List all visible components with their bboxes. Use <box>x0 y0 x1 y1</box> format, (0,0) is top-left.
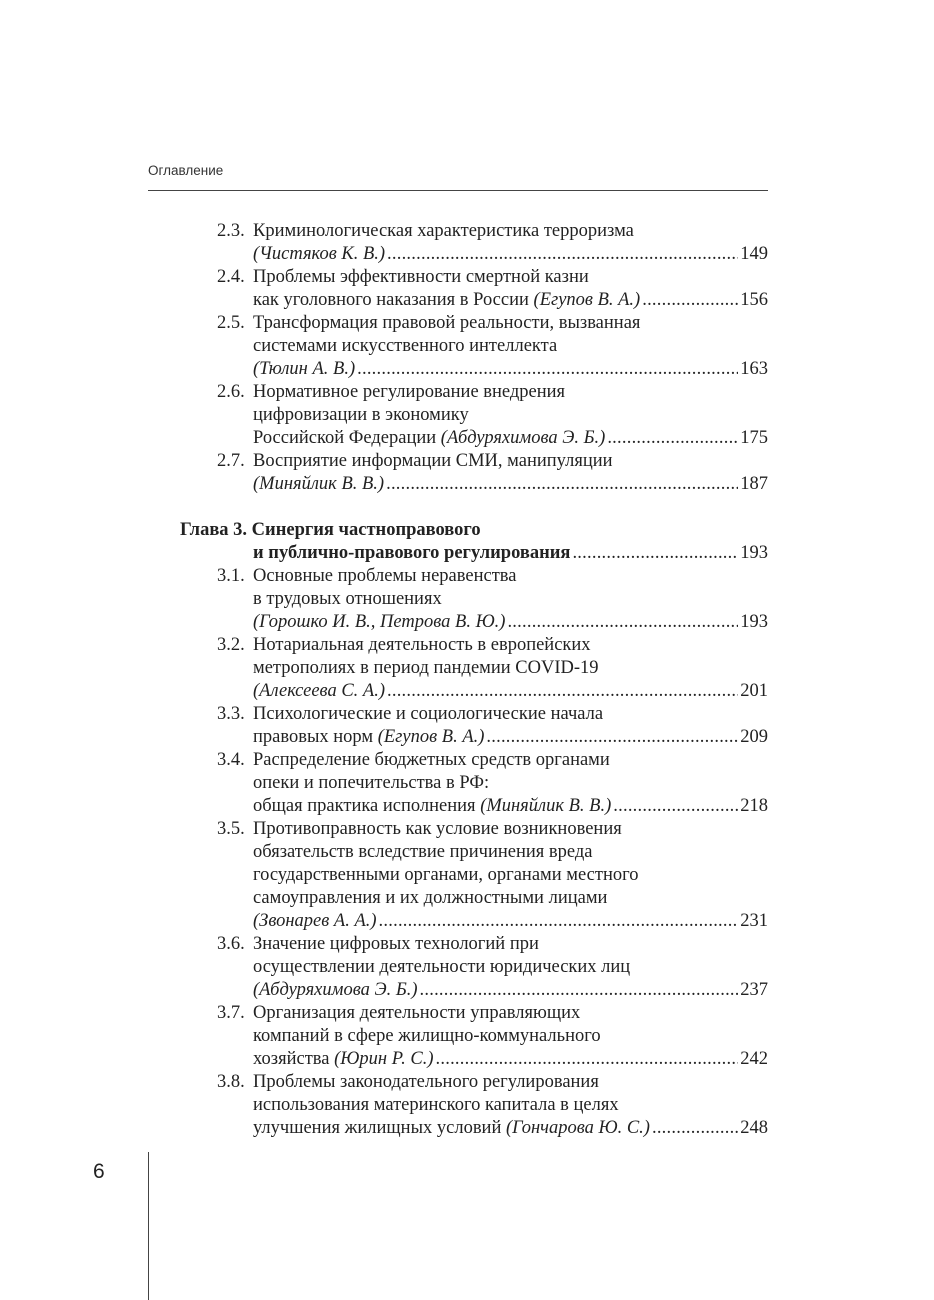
entry-title-line: Распределение бюджетных средств органами <box>253 750 610 770</box>
dot-leader <box>379 910 739 933</box>
entry-title-tail <box>253 1117 650 1140</box>
toc-entry[interactable] <box>148 1071 768 1094</box>
section-number: 2.7. <box>217 451 245 471</box>
toc-entry-last-line[interactable] <box>148 358 768 381</box>
table-of-contents <box>148 220 768 1140</box>
entry-title-line: Криминологическая характеристика терроризма <box>253 221 634 241</box>
entry-title-tail <box>253 289 640 312</box>
entry-title-line: компаний в сфере жилищно-коммунального <box>253 1026 601 1046</box>
page-ref: 218 <box>740 796 768 816</box>
author-name: (Абдуряхимова Э. Б.) <box>440 428 606 448</box>
toc-entry[interactable] <box>148 450 768 473</box>
dot-leader <box>507 611 738 634</box>
author-name: (Алексеева С. А.) <box>253 681 385 701</box>
entry-title-line: опеки и попечительства в РФ: <box>253 773 490 793</box>
entry-title-tail <box>253 358 355 381</box>
section-number: 2.5. <box>217 313 245 333</box>
dot-leader <box>572 542 738 565</box>
toc-entry-last-line[interactable] <box>148 427 768 450</box>
page-ref: 237 <box>740 980 768 1000</box>
page-ref: 231 <box>740 911 768 931</box>
toc-entry[interactable] <box>148 266 768 289</box>
toc-group-chapter-3 <box>148 565 768 1140</box>
spacer <box>148 496 768 519</box>
header-rule <box>148 190 768 191</box>
section-number: 3.1. <box>217 566 245 586</box>
toc-entry-last-line[interactable] <box>148 979 768 1002</box>
entry-title-line: Восприятие информации СМИ, манипуляции <box>253 451 613 471</box>
author-name: (Звонарев А. А.) <box>253 911 377 931</box>
toc-entry-last-line[interactable] <box>148 243 768 266</box>
toc-entry-continuation[interactable] <box>148 657 768 680</box>
chapter-title-line-2: и публично-правового регулирования <box>253 543 571 563</box>
author-name: (Тюлин А. В.) <box>253 359 356 379</box>
section-number: 3.6. <box>217 934 245 954</box>
author-name: (Чистяков К. В.) <box>253 244 386 264</box>
entry-title-line: самоуправления и их должностными лицами <box>253 888 608 908</box>
page-number: 6 <box>93 1160 105 1183</box>
section-number: 2.6. <box>217 382 245 402</box>
author-name: (Егупов В. А.) <box>377 727 485 747</box>
dot-leader <box>436 1048 739 1071</box>
toc-entry-last-line[interactable] <box>148 726 768 749</box>
entry-title-tail <box>253 680 385 703</box>
dot-leader <box>652 1117 738 1140</box>
toc-group-chapter-2 <box>148 220 768 496</box>
toc-entry[interactable] <box>148 634 768 657</box>
toc-entry-last-line[interactable] <box>148 680 768 703</box>
toc-entry[interactable] <box>148 1002 768 1025</box>
entry-title-line: Организация деятельности управляющих <box>253 1003 581 1023</box>
author-name: (Абдуряхимова Э. Б.) <box>253 980 418 1000</box>
toc-entry-continuation[interactable] <box>148 588 768 611</box>
toc-entry-last-line[interactable] <box>148 1117 768 1140</box>
author-name: (Миняйлик В. В.) <box>253 474 385 494</box>
entry-title-text: правовых норм <box>253 727 378 747</box>
toc-entry[interactable] <box>148 220 768 243</box>
dot-leader <box>613 795 738 818</box>
running-head: Оглавление <box>148 163 224 178</box>
toc-entry[interactable] <box>148 818 768 841</box>
dot-leader <box>420 979 739 1002</box>
author-name: (Миняйлик В. В.) <box>480 796 612 816</box>
page-ref: 175 <box>740 428 768 448</box>
entry-title-line: осуществлении деятельности юридических лиц <box>253 957 631 977</box>
entry-title-line: государственными органами, органами местного <box>253 865 639 885</box>
entry-title-line: метрополиях в период пандемии COVID-19 <box>253 658 599 678</box>
entry-title-tail <box>253 473 384 496</box>
dot-leader <box>486 726 738 749</box>
entry-title-line: в трудовых отношениях <box>253 589 442 609</box>
chapter-title-line-1: Глава 3. Синергия частноправового <box>180 520 481 540</box>
toc-entry-last-line[interactable] <box>148 611 768 634</box>
toc-entry[interactable] <box>148 381 768 404</box>
toc-entry[interactable] <box>148 565 768 588</box>
author-name: (Гончарова Ю. С.) <box>505 1118 650 1138</box>
entry-title-text: хозяйства <box>253 1049 335 1069</box>
entry-title-tail <box>253 1048 434 1071</box>
entry-title-line: использования материнского капитала в целях <box>253 1095 619 1115</box>
dot-leader <box>357 358 738 381</box>
toc-entry[interactable] <box>148 703 768 726</box>
entry-title-line: Трансформация правовой реальности, вызванная <box>253 313 641 333</box>
toc-entry-continuation[interactable] <box>148 887 768 910</box>
entry-title-tail <box>253 726 484 749</box>
toc-entry-continuation[interactable] <box>148 1025 768 1048</box>
section-number: 3.8. <box>217 1072 245 1092</box>
entry-title-tail <box>253 427 605 450</box>
dot-leader <box>607 427 738 450</box>
page-ref: 149 <box>740 244 768 264</box>
toc-entry[interactable] <box>148 312 768 335</box>
entry-title-line: Противоправность как условие возникновения <box>253 819 622 839</box>
entry-title-text: как уголовного наказания в России <box>253 290 534 310</box>
dot-leader <box>387 680 738 703</box>
entry-title-text: улучшения жилищных условий <box>253 1118 506 1138</box>
entry-title-tail <box>253 611 505 634</box>
entry-title-line: Нормативное регулирование внедрения <box>253 382 566 402</box>
page-ref: 201 <box>740 681 768 701</box>
entry-title-tail <box>253 979 418 1002</box>
section-number: 3.3. <box>217 704 245 724</box>
entry-title-line: Проблемы законодательного регулирования <box>253 1072 599 1092</box>
entry-title-line: обязательств вследствие причинения вреда <box>253 842 593 862</box>
section-number: 2.4. <box>217 267 245 287</box>
toc-entry-last-line[interactable] <box>148 795 768 818</box>
page-ref: 156 <box>740 290 768 310</box>
toc-entry-continuation[interactable] <box>148 864 768 887</box>
toc-entry[interactable] <box>148 933 768 956</box>
entry-title-line: Основные проблемы неравенства <box>253 566 517 586</box>
entry-title-tail <box>253 795 611 818</box>
entry-title-line: Проблемы эффективности смертной казни <box>253 267 589 287</box>
chapter-heading-line-2[interactable] <box>148 542 768 565</box>
page-ref: 163 <box>740 359 768 379</box>
page-ref: 187 <box>740 474 768 494</box>
toc-entry-last-line[interactable] <box>148 289 768 312</box>
entry-title-line: цифровизации в экономику <box>253 405 469 425</box>
chapter-heading[interactable] <box>148 519 768 542</box>
dot-leader <box>387 243 738 266</box>
section-number: 2.3. <box>217 221 245 241</box>
entry-title-line: Значение цифровых технологий при <box>253 934 539 954</box>
toc-entry-last-line[interactable] <box>148 1048 768 1071</box>
entry-title-text: Российской Федерации <box>253 428 441 448</box>
section-number: 3.2. <box>217 635 245 655</box>
dot-leader <box>386 473 738 496</box>
entry-title-line: Психологические и социологические начала <box>253 704 604 724</box>
entry-title-line: системами искусственного интеллекта <box>253 336 558 356</box>
margin-rule <box>148 1152 149 1300</box>
page-ref: 209 <box>740 727 768 747</box>
section-number: 3.5. <box>217 819 245 839</box>
toc-entry[interactable] <box>148 749 768 772</box>
toc-entry-last-line[interactable] <box>148 473 768 496</box>
toc-entry-continuation[interactable] <box>148 335 768 358</box>
toc-entry-last-line[interactable] <box>148 910 768 933</box>
toc-entry-continuation[interactable] <box>148 956 768 979</box>
author-name: (Юрин Р. С.) <box>334 1049 434 1069</box>
author-name: (Егупов В. А.) <box>533 290 641 310</box>
page-ref: 248 <box>740 1118 768 1138</box>
page-ref: 193 <box>740 543 768 563</box>
toc-entry-continuation[interactable] <box>148 1094 768 1117</box>
toc-entry-continuation[interactable] <box>148 404 768 427</box>
entry-title-line: Нотариальная деятельность в европейских <box>253 635 591 655</box>
section-number: 3.7. <box>217 1003 245 1023</box>
entry-title-tail <box>253 243 385 266</box>
section-number: 3.4. <box>217 750 245 770</box>
toc-entry-continuation[interactable] <box>148 772 768 795</box>
entry-title-text: общая практика исполнения <box>253 796 481 816</box>
dot-leader <box>642 289 738 312</box>
toc-entry-continuation[interactable] <box>148 841 768 864</box>
page-ref: 193 <box>740 612 768 632</box>
page-ref: 242 <box>740 1049 768 1069</box>
entry-title-tail <box>253 910 377 933</box>
author-name: (Горошко И. В., Петрова В. Ю.) <box>253 612 506 632</box>
